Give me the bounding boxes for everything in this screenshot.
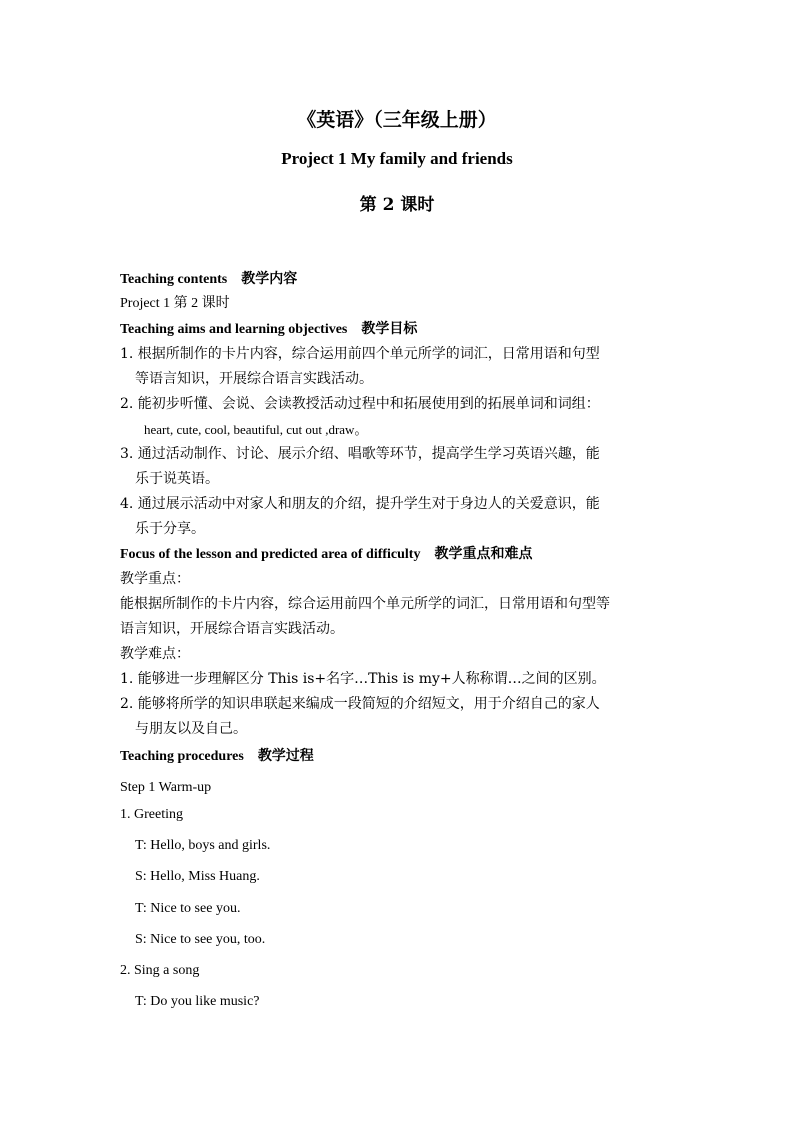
- focus-difficulty-label: 教学难点：: [120, 646, 190, 662]
- aims-heading-en: Teaching aims and learning objectives: [120, 322, 348, 337]
- aim-item-3-line-1: 3. 通过活动制作、讨论、展示介绍、唱歌等环节，提高学生学习英语兴趣，能: [120, 446, 600, 462]
- step-1: Step 1 Warm-up: [120, 780, 212, 795]
- aim-item-1-line-2: 等语言知识，开展综合语言实践活动。: [135, 371, 373, 387]
- dialogue-line-5: T: Do you like music?: [135, 994, 260, 1009]
- contents-heading: [120, 269, 297, 290]
- focus-key-line-1: 能根据所制作的卡片内容，综合运用前四个单元所学的词汇，日常用语和句型等: [120, 596, 610, 612]
- dialogue-line-3: T: Nice to see you.: [135, 901, 241, 916]
- procedures-heading-cn: 教学过程: [257, 748, 314, 764]
- contents-heading-cn: 教学内容: [241, 271, 298, 287]
- procedures-heading-en: Teaching procedures: [120, 749, 244, 764]
- focus-heading-en: Focus of the lesson and predicted area of difficulty: [120, 547, 421, 562]
- greeting-label: 1. Greeting: [120, 807, 183, 822]
- project-title: Project 1 My family and friends: [281, 149, 513, 168]
- dialogue-line-1: T: Hello, boys and girls.: [135, 838, 271, 853]
- aim-item-4-line-2: 乐于分享。: [135, 521, 205, 537]
- focus-difficulty-2-line-2: 与朋友以及自己。: [135, 721, 247, 737]
- aim-item-2-line-2: heart, cute, cool, beautiful, cut out ,draw。: [144, 422, 368, 437]
- dialogue-line-2: S: Hello, Miss Huang.: [135, 869, 260, 884]
- contents-heading-en: Teaching contents: [120, 272, 228, 287]
- focus-heading: [120, 544, 532, 565]
- aim-item-2-line-1: 2. 能初步听懂、会说、会读教授活动过程中和拓展使用到的拓展单词和词组：: [120, 396, 600, 412]
- dialogue-line-4: S: Nice to see you, too.: [135, 932, 266, 947]
- aims-heading-cn: 教学目标: [361, 321, 418, 337]
- sing-label: 2. Sing a song: [120, 963, 200, 978]
- lesson-title: 第 2 课时: [359, 195, 435, 215]
- aim-item-1-line-1: 1. 根据所制作的卡片内容，综合运用前四个单元所学的词汇，日常用语和句型: [120, 346, 600, 362]
- focus-key-line-2: 语言知识，开展综合语言实践活动。: [120, 621, 344, 637]
- focus-difficulty-2-line-1: 2. 能够将所学的知识串联起来编成一段简短的介绍短文，用于介绍自己的家人: [120, 696, 600, 712]
- focus-heading-cn: 教学重点和难点: [434, 546, 533, 562]
- aim-item-3-line-2: 乐于说英语。: [135, 471, 219, 487]
- aims-heading: [120, 319, 417, 340]
- focus-difficulty-1: 1. 能够进一步理解区分 This is+名字…This is my+人称称谓…之间的区别。: [120, 671, 606, 687]
- procedures-heading: [120, 746, 314, 767]
- aim-item-4-line-1: 4. 通过展示活动中对家人和朋友的介绍，提升学生对于身边人的关爱意识，能: [120, 496, 600, 512]
- focus-key-label: 教学重点：: [120, 571, 190, 587]
- contents-body: Project 1 第 2 课时: [120, 296, 230, 311]
- document-title: 《英语》（三年级上册）: [297, 109, 497, 131]
